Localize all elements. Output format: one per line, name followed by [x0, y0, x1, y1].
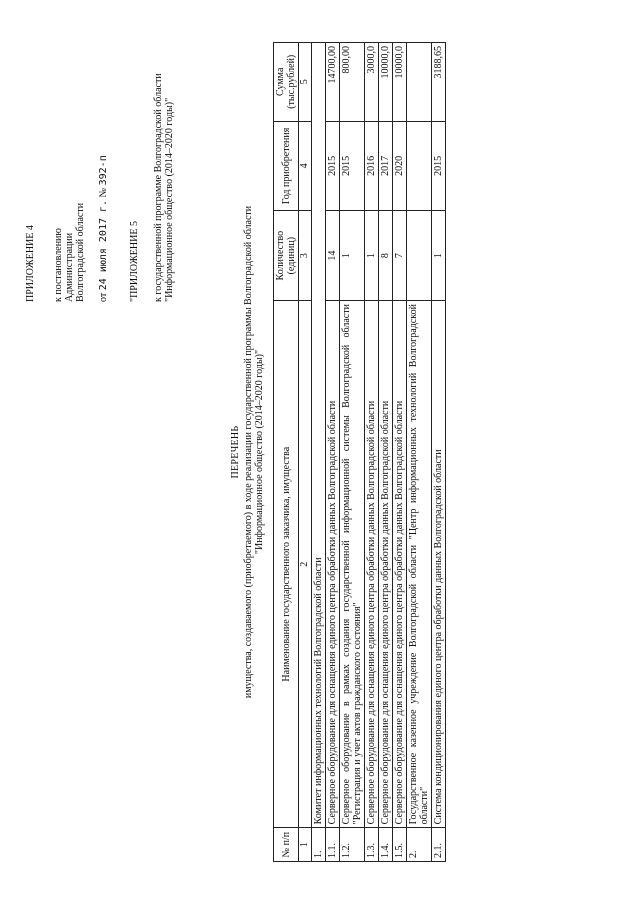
- table-row: [393, 43, 407, 862]
- column-number: 4: [299, 121, 312, 211]
- row-number: 1.2.: [340, 828, 365, 862]
- table-header-row: [274, 43, 299, 862]
- appendix4-title: ПРИЛОЖЕНИЕ 4: [25, 225, 36, 302]
- column-number: 5: [299, 43, 312, 122]
- row-number: 1.5.: [393, 828, 407, 862]
- appendix5-line1: к государственной программе Волгоградской области: [153, 73, 164, 302]
- row-year: 2017: [379, 121, 393, 211]
- document-subtitle-line1: имущества, создаваемого (приобретаемого) в ходе реализации государственной программы Волгоградской области: [243, 205, 254, 699]
- number-label: №: [98, 187, 109, 198]
- row-sum: [407, 43, 432, 122]
- table-row: [407, 43, 432, 862]
- row-quantity: 1: [365, 211, 379, 301]
- appendix5-title: "ПРИЛОЖЕНИЕ 5: [129, 221, 140, 302]
- row-sum: 3000,0: [365, 43, 379, 122]
- header-cell-year: Год приобретения: [274, 121, 299, 211]
- appendix4-line2: Администрации: [64, 232, 75, 302]
- row-quantity: 8: [379, 211, 393, 301]
- row-number: 1.3.: [365, 828, 379, 862]
- row-sum: 14700,00: [326, 43, 340, 122]
- row-year: 2015: [432, 121, 446, 211]
- row-year: 2020: [393, 121, 407, 211]
- row-number: 2.1.: [432, 828, 446, 862]
- table-row: [432, 43, 446, 862]
- row-number: 1.1.: [326, 828, 340, 862]
- row-quantity: [407, 211, 432, 301]
- row-number: 1.: [312, 828, 326, 862]
- column-number: 2: [299, 301, 312, 828]
- row-year: 2015: [340, 121, 365, 211]
- row-year: 2016: [365, 121, 379, 211]
- row-name: Государственное казенное учреждение Волгоградской области "Центр информационных технологий Волгоградской области": [407, 301, 432, 828]
- row-year: 2015: [326, 121, 340, 211]
- row-sum: 10000,0: [393, 43, 407, 122]
- header-cell-name: Наименование государственного заказчика, имущества: [274, 301, 299, 828]
- date-value: 24 июля 2017 г.: [98, 199, 109, 291]
- table-row: [340, 43, 365, 862]
- number-value: 392-п: [98, 155, 109, 186]
- row-name: Серверное оборудование для оснащения единого центра обработки данных Волгоградской области: [365, 301, 379, 828]
- row-name: Система кондиционирования единого центра обработки данных Волгоградской области: [432, 301, 446, 828]
- row-quantity: 14: [326, 211, 340, 301]
- row-quantity: 1: [340, 211, 365, 301]
- row-sum: 3188,65: [432, 43, 446, 122]
- column-number-row: [299, 43, 312, 862]
- row-sum: 10000,0: [379, 43, 393, 122]
- table-row: [312, 43, 326, 862]
- row-quantity: 1: [432, 211, 446, 301]
- document-subtitle-line2: "Информационное общество (2014–2020 годы)": [254, 349, 265, 555]
- decree-date-line: [98, 155, 109, 302]
- row-name: Серверное оборудование для оснащения единого центра обработки данных Волгоградской области: [326, 301, 340, 828]
- document-title: ПЕРЕЧЕНЬ: [230, 425, 241, 479]
- column-number: 3: [299, 211, 312, 301]
- header-cell-number: № п/п: [274, 828, 299, 862]
- row-name: Серверное оборудование в рамках создания государственной информационной системы Волгоградской области "Регистрация и учет актов гражданского состояния": [340, 301, 365, 828]
- header-cell-sum: Сумма (тыс.рублей): [274, 43, 299, 122]
- rotated-document: [25, 42, 615, 862]
- table-row: [365, 43, 379, 862]
- row-name: Серверное оборудование для оснащения единого центра обработки данных Волгоградской области: [379, 301, 393, 828]
- table-row: [379, 43, 393, 862]
- row-name: Серверное оборудование для оснащения единого центра обработки данных Волгоградской области: [393, 301, 407, 828]
- row-quantity: 7: [393, 211, 407, 301]
- table-row: [326, 43, 340, 862]
- row-year: [407, 121, 432, 211]
- appendix5-line2: "Информационное общество (2014–2020 годы)": [164, 97, 175, 302]
- appendix4-line1: к постановлению: [53, 228, 64, 302]
- date-prefix: от: [98, 292, 109, 302]
- row-name: Комитет информационных технологий Волгоградской области: [312, 43, 326, 828]
- header-cell-quantity: Количество (единиц): [274, 211, 299, 301]
- row-number: 2.: [407, 828, 432, 862]
- row-sum: 800,00: [340, 43, 365, 122]
- appendix4-line3: Волгоградской области: [75, 202, 86, 302]
- property-table: [273, 42, 446, 862]
- column-number: 1: [299, 828, 312, 862]
- row-number: 1.4.: [379, 828, 393, 862]
